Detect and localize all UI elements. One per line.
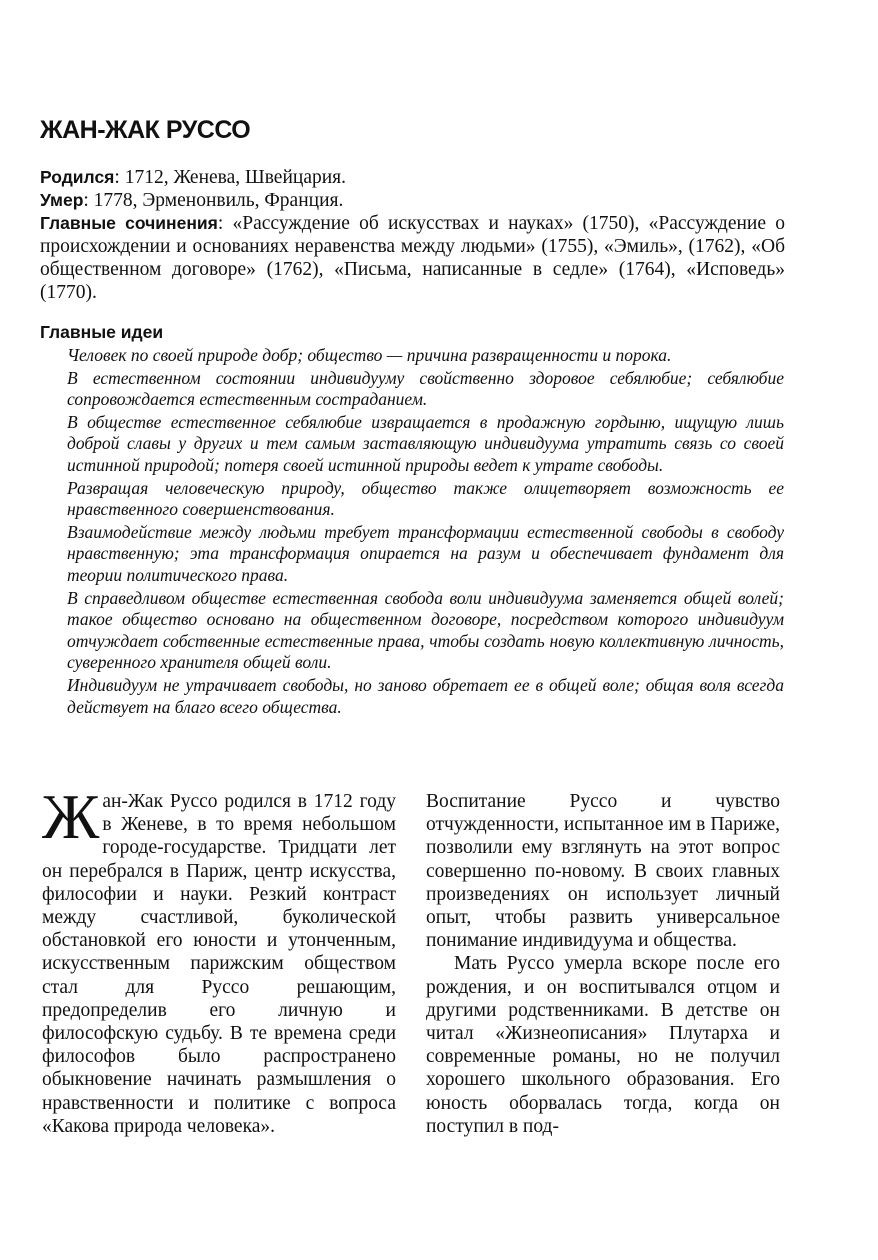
idea-item: Человек по своей природе добр; общество — причина развращенности и порока. xyxy=(67,345,672,365)
works-value: : «Рассуждение об искусствах и науках» (1750), «Рассуждение о происхождении и основаниях неравенства между людьми» (1755), «Эмиль», (1762), «Об общественном договоре» (1762), «Письма, написанные в седле» (1764), «Исповедь» (1770). xyxy=(40,213,785,303)
works-label: Главные сочинения xyxy=(40,213,218,233)
works-line xyxy=(40,212,785,304)
born-value: : 1712, Женева, Швейцария. xyxy=(114,167,347,188)
main-ideas-heading: Главные идеи xyxy=(40,322,164,342)
died-value: : 1778, Эрменонвиль, Франция. xyxy=(83,190,344,211)
biography-facts xyxy=(40,166,785,304)
main-ideas-list xyxy=(67,345,784,719)
body-paragraph: Воспитание Руссо и чувство отчужденности, испытанное им в Париже, позволили ему взглянуть на этот вопрос совершенно по-новому. В своих главных произведениях он использует личный опыт, чтобы развить универсальное понимание индивидуума и общества. xyxy=(426,791,780,952)
idea-item: Индивидуум не утрачивает свободы, но заново обретает ее в общей воле; общая воля всегда действует на благо всего общества. xyxy=(67,674,784,717)
born-label: Родился xyxy=(40,167,115,187)
body-paragraph xyxy=(42,781,396,1138)
page-title: ЖАН-ЖАК РУССО xyxy=(40,116,251,144)
idea-item: В естественном состоянии индивидууму свойственно здоровое себялюбие; себялюбие сопровождается естественным состраданием. xyxy=(67,367,784,410)
idea-item: Взаимодействие между людьми требует трансформации естественной свободы в свободу нравственную; эта трансформация опирается на разум и обеспечивает фундамент для теории политического права. xyxy=(67,521,784,585)
body-column-right xyxy=(426,790,780,1138)
idea-item: В обществе естественное себялюбие извращается в продажную гордыню, ищущую лишь доброй славы у других и тем самым заставляющую индивидуума утратить связь со своей истинной природой; потеря своей истинной природы ведет к утрате свободы. xyxy=(67,411,784,475)
idea-item: Развращая человеческую природу, общество также олицетворяет возможность ее нравственного совершенствования. xyxy=(67,477,784,520)
body-text: ан-Жак Руссо родился в 1712 году в Женеве, в то время небольшом городе-государстве. Тридцати лет он перебрался в Париж, центр искусства, философии и науки. Резкий контраст между счастливой, буколической обстановкой его юности и утонченным, искусственным парижским обществом стал для Руссо решающим, предопределив его личную и философскую судьбу. В те времена среди философов было распространено обыкновение начинать размышления о нравственности и политике с вопроса «Какова природа человека». xyxy=(42,791,396,1137)
died-label: Умер xyxy=(40,190,84,210)
born-line xyxy=(40,166,785,189)
idea-item: В справедливом обществе естественная свобода воли индивидуума заменяется общей волей; такое общество основано на общественном договоре, посредством которого индивидуум отчуждает собственные естественные права, чтобы создать новую коллективную личность, суверенного хранителя общей воли. xyxy=(67,587,784,673)
drop-cap: Ж xyxy=(42,781,100,852)
body-column-left xyxy=(42,781,396,1138)
died-line xyxy=(40,189,785,212)
body-paragraph: Мать Руссо умерла вскоре после его рождения, и он воспитывался отцом и другими родственниками. В детстве он читал «Жизнеописания» Плутарха и современные романы, но не получил хорошего школьного образования. Его юность оборвалась тогда, когда он поступил в под- xyxy=(426,953,780,1137)
